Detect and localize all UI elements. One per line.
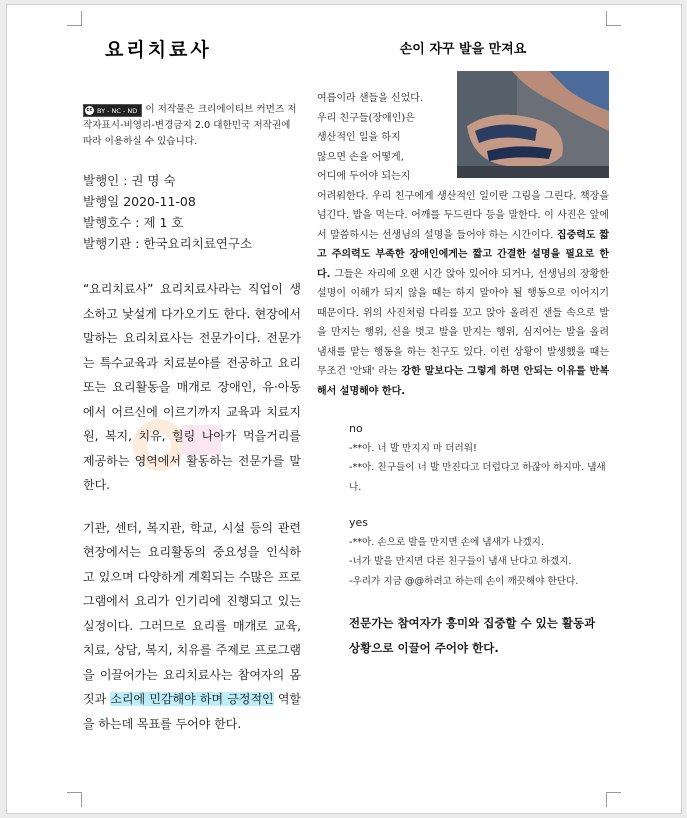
cc-license-badge[interactable]: [83, 104, 142, 117]
page-corner-mark: [606, 11, 621, 26]
body-text: 그들은 자리에 오랜 시간 앉아 있어야 되거나, 선생님의 장황한 설명이 이해가 되지 않을 때는 하지 말아야 될 행동으로 이어지기 때문이다. 위의 사진처럼 다리를 꼬고 앉아 올려진 샌들 속으로 발을 만지는 행위, 신을 벗고 발을 만지는 행위, 심지어는 발을 올려 냄새를 맡는 행동을 하는 친구도 있다. 이런 상황이 발생했을 때는 무조건 '안돼' 라는: [317, 268, 609, 377]
dialog-line: -우리가 지금 @@하려고 하는데 손이 깨끗해야 한단다.: [349, 575, 579, 587]
highlighted-text: 소리에 민감해야 하며 긍정적인: [110, 692, 274, 706]
license-text: 이 저작물은 크리에이티브 커먼즈 저작자표시-비영리-변경금지 2.0 대한민국 저작권에 따라 이용하실 수 있습니다.: [83, 104, 297, 147]
issue-number-line: 발행호수 : 제 1 호: [83, 215, 184, 230]
body-line: 어디에 두어야 되는지: [317, 171, 411, 182]
publishing-org-line: 발행기관 : 한국요리치료연구소: [83, 236, 253, 251]
dialog-line: -너가 발을 만지면 다른 친구들이 냄새 난다고 하겠지.: [349, 556, 572, 567]
document-title: 요리치료사: [105, 39, 212, 61]
dialog-examples: [349, 419, 609, 591]
dialog-line: -**아. 손으로 발을 만지면 손에 냄새가 나겠지.: [349, 536, 545, 548]
emphasis-text: 집중력도 짧고 주의력도 부족한 장애인에게는 짧고 간결한 설명을 필요로 한다.: [317, 229, 609, 280]
left-paragraph-2: [83, 516, 301, 737]
dialog-line: -**아. 친구들이 너 발 만진다고 더럽다고 하잖아 하지마. 냄새나.: [349, 462, 606, 493]
paragraph-text: 역할을 하는데 목표를 두어야 한다.: [83, 692, 302, 731]
publication-info: [83, 170, 301, 254]
body-line: 생산적인 일을 하지: [317, 132, 401, 143]
section-heading: 손이 자꾸 발을 만져요: [399, 42, 527, 57]
no-label: no: [349, 422, 363, 435]
publish-date-line: 발행일 2020-11-08: [83, 194, 196, 209]
left-column: [83, 29, 301, 736]
publisher-line: 발행인 : 권 명 숙: [83, 173, 176, 188]
license-notice: [83, 102, 301, 150]
body-line: 우리 친구들(장애인)은: [317, 112, 415, 124]
body-line: 않으면 손을 어떻게,: [317, 151, 404, 163]
closing-statement: 전문가는 참여자가 흥미와 집중할 수 있는 활동과 상황으로 이끌어 주어야 한다.: [349, 616, 596, 655]
page-corner-mark: [67, 792, 82, 807]
body-text: 어려워한다. 우리 친구에게 생산적인 일이란 그림을 그린다. 책장을 넘긴다. 밥을 먹는다. 어깨를 두드린다 등을 말한다. 이 사진은 앞에서 말씀하시는 선생님의 설명을 들어야 하는 시간이다.: [317, 190, 609, 241]
paragraph-text: 기관, 센터, 복지관, 학교, 시설 등의 관련 현장에서는 요리활동의 중요성을 인식하고 있으며 다양하게 계획되는 수많은 프로그램에서 요리가 인기리에 진행되고 있는 실정이다. 그러므로 요리를 매개로 교육, 치료, 상담, 복지, 치유를 주제로 프로그램을 이끌어가는 요리치료사는 참여자의 몸짓과: [83, 520, 301, 706]
document-page: [6, 4, 682, 814]
cc-badge-label: BY - NC - ND: [97, 106, 138, 115]
page-corner-mark: [67, 11, 82, 26]
left-paragraph-1: “요리치료사” 요리치료사라는 직업이 생소하고 낯설게 다가오기도 한다. 현장에서 말하는 요리치료사는 전문가이다. 전문가는 특수교육과 치료분야를 전공하고 요리 또는 요리활동을 매개로 장애인, 유·아동에서 어르신에 이르기까지 교육과 치료지원, 복지, 치유, 힐링 나아가 먹을거리를 제공하는 영역에서 활동하는 전문가를 말한다.: [83, 282, 301, 492]
body-line: 여름이라 샌들을 신었다.: [317, 93, 424, 104]
emphasis-text: 강한 말보다는 그렇게 하면 안되는 이유를 반복해서 설명해야 한다.: [317, 366, 609, 397]
cc-icon: cc: [86, 107, 93, 113]
sandal-feet-photo: [457, 71, 609, 178]
page-corner-mark: [606, 792, 621, 807]
right-column: [317, 29, 609, 661]
dialog-line: -**아. 너 발 만지지 마 더러워!: [349, 442, 477, 454]
yes-label: yes: [349, 516, 369, 529]
